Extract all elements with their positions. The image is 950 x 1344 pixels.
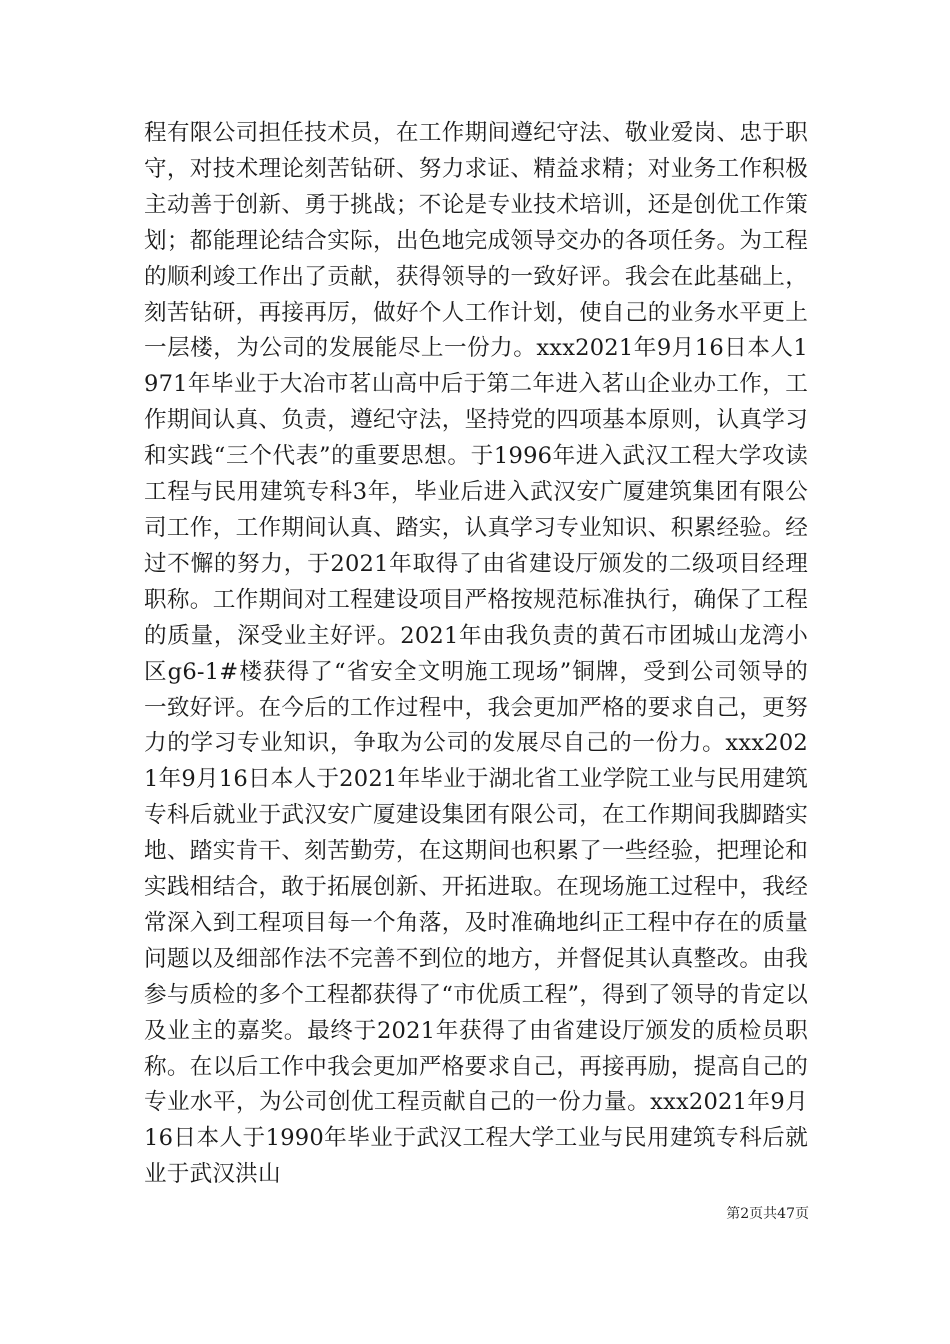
page-number-footer: 第2页共47页 <box>726 1206 809 1222</box>
body-paragraph: 程有限公司担任技术员，在工作期间遵纪守法、敬业爱岗、忠于职守，对技术理论刻苦钻研、努力求证、精益求精；对业务工作积极主动善于创新、勇于挑战；不论是专业技术培训，还是创优工作策划；都能理论结合实际，出色地完成领导交办的各项任务。为工程的顺利竣工作出了贡献，获得领导的一致好评。我会在此基础上，刻苦钻研，再接再厉，做好个人工作计划，使自己的业务水平更上一层楼，为公司的发展能尽上一份力。xxx2021年9月16日本人1971年毕业于大冶市茗山高中后于第二年进入茗山企业办工作，工作期间认真、负责，遵纪守法，坚持党的四项基本原则，认真学习和实践“三个代表”的重要思想。于1996年进入武汉工程大学攻读工程与民用建筑专科3年，毕业后进入武汉安广厦建筑集团有限公司工作，工作期间认真、踏实，认真学习专业知识、积累经验。经过不懈的努力，于2021年取得了由省建设厅颁发的二级项目经理职称。工作期间对工程建设项目严格按规范标准执行，确保了工程的质量，深受业主好评。2021年由我负责的黄石市团城山龙湾小区g6-1#楼获得了“省安全文明施工现场”铜牌，受到公司领导的一致好评。在今后的工作过程中，我会更加严格的要求自己，更努力的学习专业知识，争取为公司的发展尽自己的一份力。xxx2021年9月16日本人于2021年毕业于湖北省工业学院工业与民用建筑专科后就业于武汉安广厦建设集团有限公司，在工作期间我脚踏实地、踏实肯干、刻苦勤劳，在这期间也积累了一些经验，把理论和实践相结合，敢于拓展创新、开拓进取。在现场施工过程中，我经常深入到工程项目每一个角落，及时准确地纠正工程中存在的质量问题以及细部作法不完善不到位的地方，并督促其认真整改。由我参与质检的多个工程都获得了“市优质工程”，得到了领导的肯定以及业主的嘉奖。最终于2021年获得了由省建设厅颁发的质检员职称。在以后工作中我会更加严格要求自己，再接再励，提高自己的专业水平，为公司创优工程贡献自己的一份力量。xxx2021年9月16日本人于1990年毕业于武汉工程大学工业与民用建筑专科后就业于武汉洪山 <box>144 120 808 1188</box>
